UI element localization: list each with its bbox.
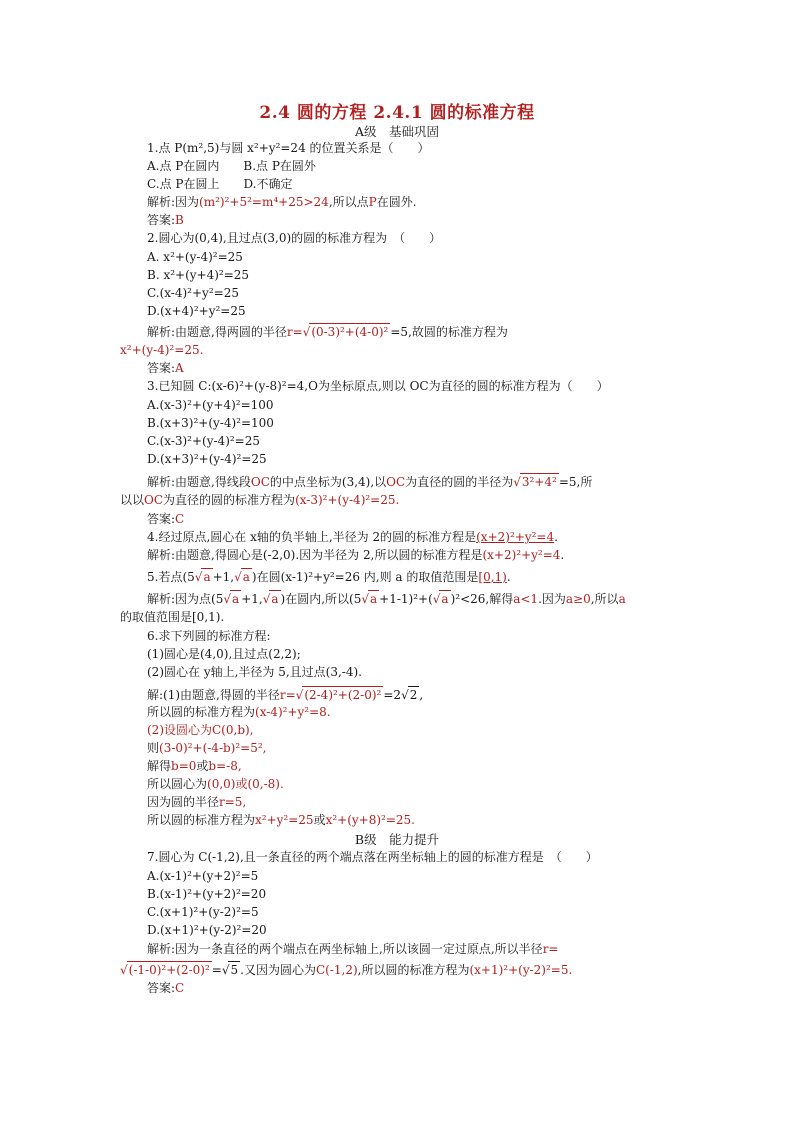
q3-analysis-line2: 以以OC为直径的圆的标准方程为(x-3)²+(y-4)²=25. xyxy=(120,493,400,507)
q7-stem: 7.圆心为 C(-1,2),且一条直径的两个端点落在两坐标轴上的圆的标准方程是 （ ） xyxy=(147,850,598,864)
q6-solution-1: 解:(1)由题意,得圆的半径r=√(2-4)²+(2-0)² =2√2 , xyxy=(147,688,424,702)
q2-option-a: A. x²+(y-4)²=25 xyxy=(147,250,243,264)
q1-options-ab: A.点 P在圆内 B.点 P在圆外 xyxy=(147,159,316,173)
q7-option-a: A.(x-1)²+(y+2)²=5 xyxy=(147,869,259,883)
q2-answer: 答案:A xyxy=(147,361,184,375)
q6-solution-6: 所以圆心为(0,0)或(0,-8). xyxy=(147,777,284,791)
q6-solution-2: 所以圆的标准方程为(x-4)²+y²=8. xyxy=(147,705,331,719)
q5-stem: 5.若点(5√a +1,√a )在圆(x-1)²+y²=26 内,则 a 的取值范围是[0,1). xyxy=(147,570,511,584)
q1-stem: 1.点 P(m²,5)与圆 x²+y²=24 的位置关系是（ ） xyxy=(147,141,430,155)
q6-stem: 6.求下列圆的标准方程: xyxy=(147,629,271,643)
q6-solution-5: 解得b=0或b=-8, xyxy=(147,759,242,773)
q3-option-d: D.(x+3)²+(y-4)²=25 xyxy=(147,452,267,466)
q7-answer: 答案:C xyxy=(147,981,185,995)
q2-option-d: D.(x+4)²+y²=25 xyxy=(147,304,246,318)
q6-part1: (1)圆心是(4,0),且过点(2,2); xyxy=(147,647,301,661)
q3-option-b: B.(x+3)²+(y-4)²=100 xyxy=(147,416,274,430)
q2-analysis: 解析:由题意,得两圆的半径r=√(0-3)²+(4-0)² =5,故圆的标准方程为 xyxy=(147,325,508,339)
q2-stem: 2.圆心为(0,4),且过点(3,0)的圆的标准方程为 （ ） xyxy=(147,231,442,245)
q2-option-b: B. x²+(y+4)²=25 xyxy=(147,268,250,282)
q1-answer: 答案:B xyxy=(147,213,184,227)
q6-solution-4: 则(3-0)²+(-4-b)²=5², xyxy=(147,741,267,755)
q4-analysis: 解析:由题意,得圆心是(-2,0).因为半径为 2,所以圆的标准方程是(x+2)²+y²=4. xyxy=(147,548,565,562)
q1-analysis: 解析:因为(m²)²+5²=m⁴+25>24,所以点P在圆外. xyxy=(147,195,417,209)
q1-options-cd: C.点 P在圆上 D.不确定 xyxy=(147,177,293,191)
q6-part2: (2)圆心在 y轴上,半径为 5,且过点(3,-4). xyxy=(147,665,362,679)
q7-option-d: D.(x+1)²+(y-2)²=20 xyxy=(147,923,267,937)
q3-option-a: A.(x-3)²+(y+4)²=100 xyxy=(147,398,274,412)
q5-analysis-line2: 的取值范围是[0,1). xyxy=(120,610,225,624)
section-a-heading: A级 基础巩固 xyxy=(354,124,440,139)
q2-analysis-line2: x²+(y-4)²=25. xyxy=(120,343,204,357)
q7-option-b: B.(x-1)²+(y+2)²=20 xyxy=(147,887,267,901)
q7-analysis: 解析:因为一条直径的两个端点在两坐标轴上,所以该圆一定过原点,所以半径r= xyxy=(147,942,559,956)
q3-analysis: 解析:由题意,得线段OC的中点坐标为(3,4),以OC为直径的圆的半径为√3²+4² =5,所 xyxy=(147,475,593,489)
q2-option-c: C.(x-4)²+y²=25 xyxy=(147,286,239,300)
q5-analysis: 解析:因为点(5√a +1,√a )在圆内,所以(5√a +1-1)²+(√a )²<26,解得a<1.因为a≥0,所以a xyxy=(147,592,626,606)
q3-answer: 答案:C xyxy=(147,512,185,526)
q6-solution-7: 因为圆的半径r=5, xyxy=(147,795,247,809)
section-b-heading: B级 能力提升 xyxy=(354,832,440,847)
q3-stem: 3.已知圆 C:(x-6)²+(y-8)²=4,O为坐标原点,则以 OC为直径的圆的标准方程为（ ） xyxy=(147,379,609,393)
page-title: 2.4 圆的方程 2.4.1 圆的标准方程 xyxy=(259,103,535,123)
q4-stem: 4.经过原点,圆心在 x轴的负半轴上,半径为 2的圆的标准方程是(x+2)²+y²=4. xyxy=(147,530,558,544)
q7-option-c: C.(x+1)²+(y-2)²=5 xyxy=(147,905,259,919)
q7-analysis-line2: √(-1-0)²+(2-0)² =√5 .又因为圆心为C(-1,2),所以圆的标准方程为(x+1)²+(y-2)²=5. xyxy=(120,963,573,977)
q6-solution-3: (2)设圆心为C(0,b), xyxy=(147,723,254,737)
q6-solution-8: 所以圆的标准方程为x²+y²=25或x²+(y+8)²=25. xyxy=(147,813,415,827)
q3-option-c: C.(x-3)²+(y-4)²=25 xyxy=(147,434,261,448)
